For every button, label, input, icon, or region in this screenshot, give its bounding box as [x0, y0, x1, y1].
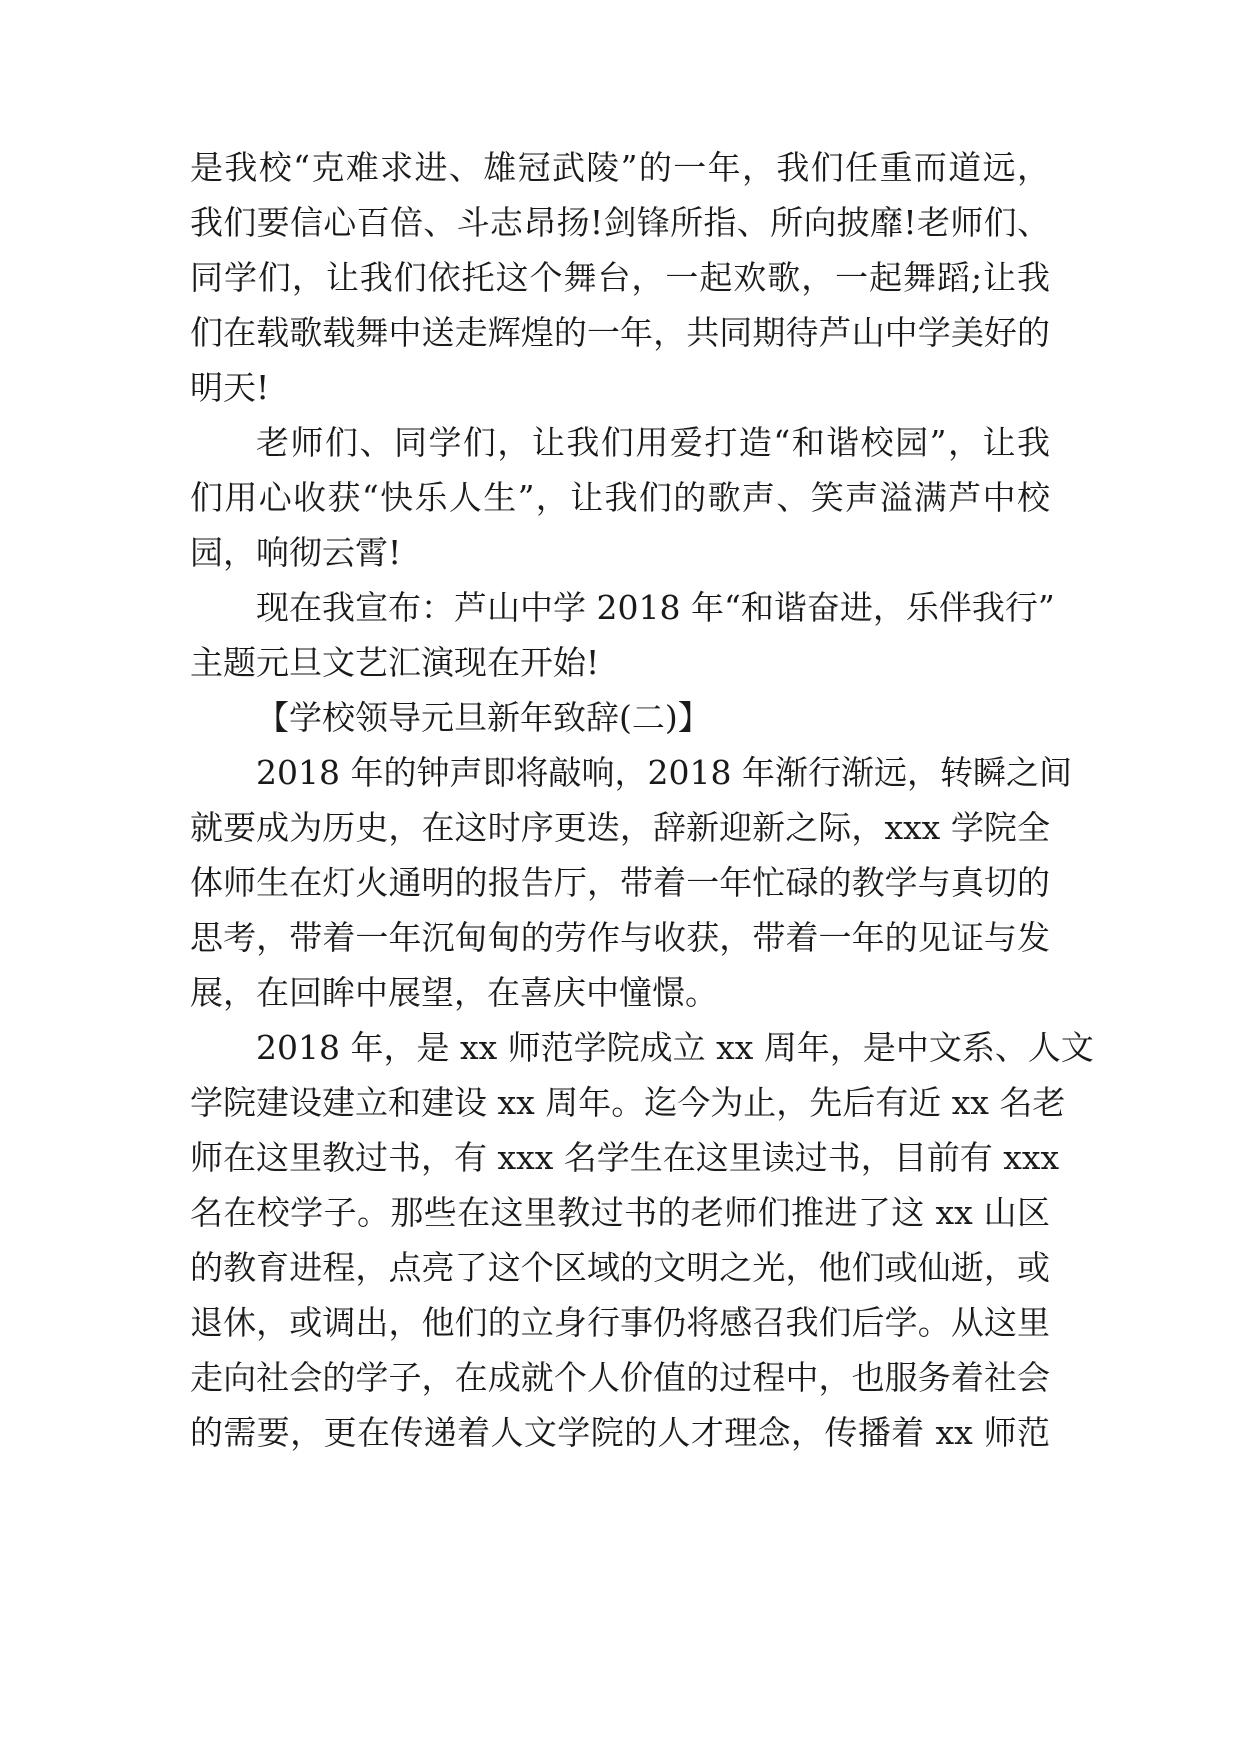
text-line: 展，在回眸中展望，在喜庆中憧憬。: [190, 973, 718, 1012]
text-line: 是我校“克难求进、雄冠武陵”的一年，我们任重而道远，: [190, 148, 1050, 187]
text-line: 的需要，更在传递着人文学院的人才理念，传播着 xx 师范: [190, 1413, 1050, 1452]
text-line: 思考，带着一年沉甸甸的劳作与收获，带着一年的见证与发: [190, 918, 1050, 957]
text-line: 主题元旦文艺汇演现在开始!: [190, 643, 600, 682]
text-line: 明天!: [190, 368, 270, 407]
text-line: 们在载歌载舞中送走辉煌的一年，共同期待芦山中学美好的: [190, 313, 1050, 352]
paragraph-first-line: 老师们、同学们，让我们用爱打造“和谐校园”，让我: [256, 423, 1050, 462]
paragraph-first-line: 2018 年，是 xx 师范学院成立 xx 周年，是中文系、人文: [256, 1028, 1094, 1067]
text-line: 就要成为历史，在这时序更迭，辞新迎新之际，xxx 学院全: [190, 808, 1050, 847]
paragraph-first-line: 2018 年的钟声即将敲响，2018 年渐行渐远，转瞬之间: [256, 753, 1072, 792]
text-line: 的教育进程，点亮了这个区域的文明之光，他们或仙逝，或: [190, 1248, 1050, 1287]
text-line: 名在校学子。那些在这里教过书的老师们推进了这 xx 山区: [190, 1193, 1050, 1232]
text-line: 师在这里教过书，有 xxx 名学生在这里读过书，目前有 xxx: [190, 1138, 1060, 1177]
text-line: 们用心收获“快乐人生”，让我们的歌声、笑声溢满芦中校: [190, 478, 1050, 517]
text-line: 园，响彻云霄!: [190, 533, 402, 572]
text-line: 我们要信心百倍、斗志昂扬!剑锋所指、所向披靡!老师们、: [190, 203, 1050, 242]
text-line: 退休，或调出，他们的立身行事仍将感召我们后学。从这里: [190, 1303, 1050, 1342]
text-line: 同学们，让我们依托这个舞台，一起欢歌，一起舞蹈;让我: [190, 258, 1050, 297]
text-line: 走向社会的学子，在成就个人价值的过程中，也服务着社会: [190, 1358, 1050, 1397]
paragraph-first-line: 现在我宣布：芦山中学 2018 年“和谐奋进，乐伴我行”: [256, 588, 1055, 627]
section-heading: 【学校领导元旦新年致辞(二)】: [256, 698, 711, 737]
text-line: 学院建设建立和建设 xx 周年。迄今为止，先后有近 xx 名老: [190, 1083, 1066, 1122]
text-line: 体师生在灯火通明的报告厅，带着一年忙碌的教学与真切的: [190, 863, 1050, 902]
